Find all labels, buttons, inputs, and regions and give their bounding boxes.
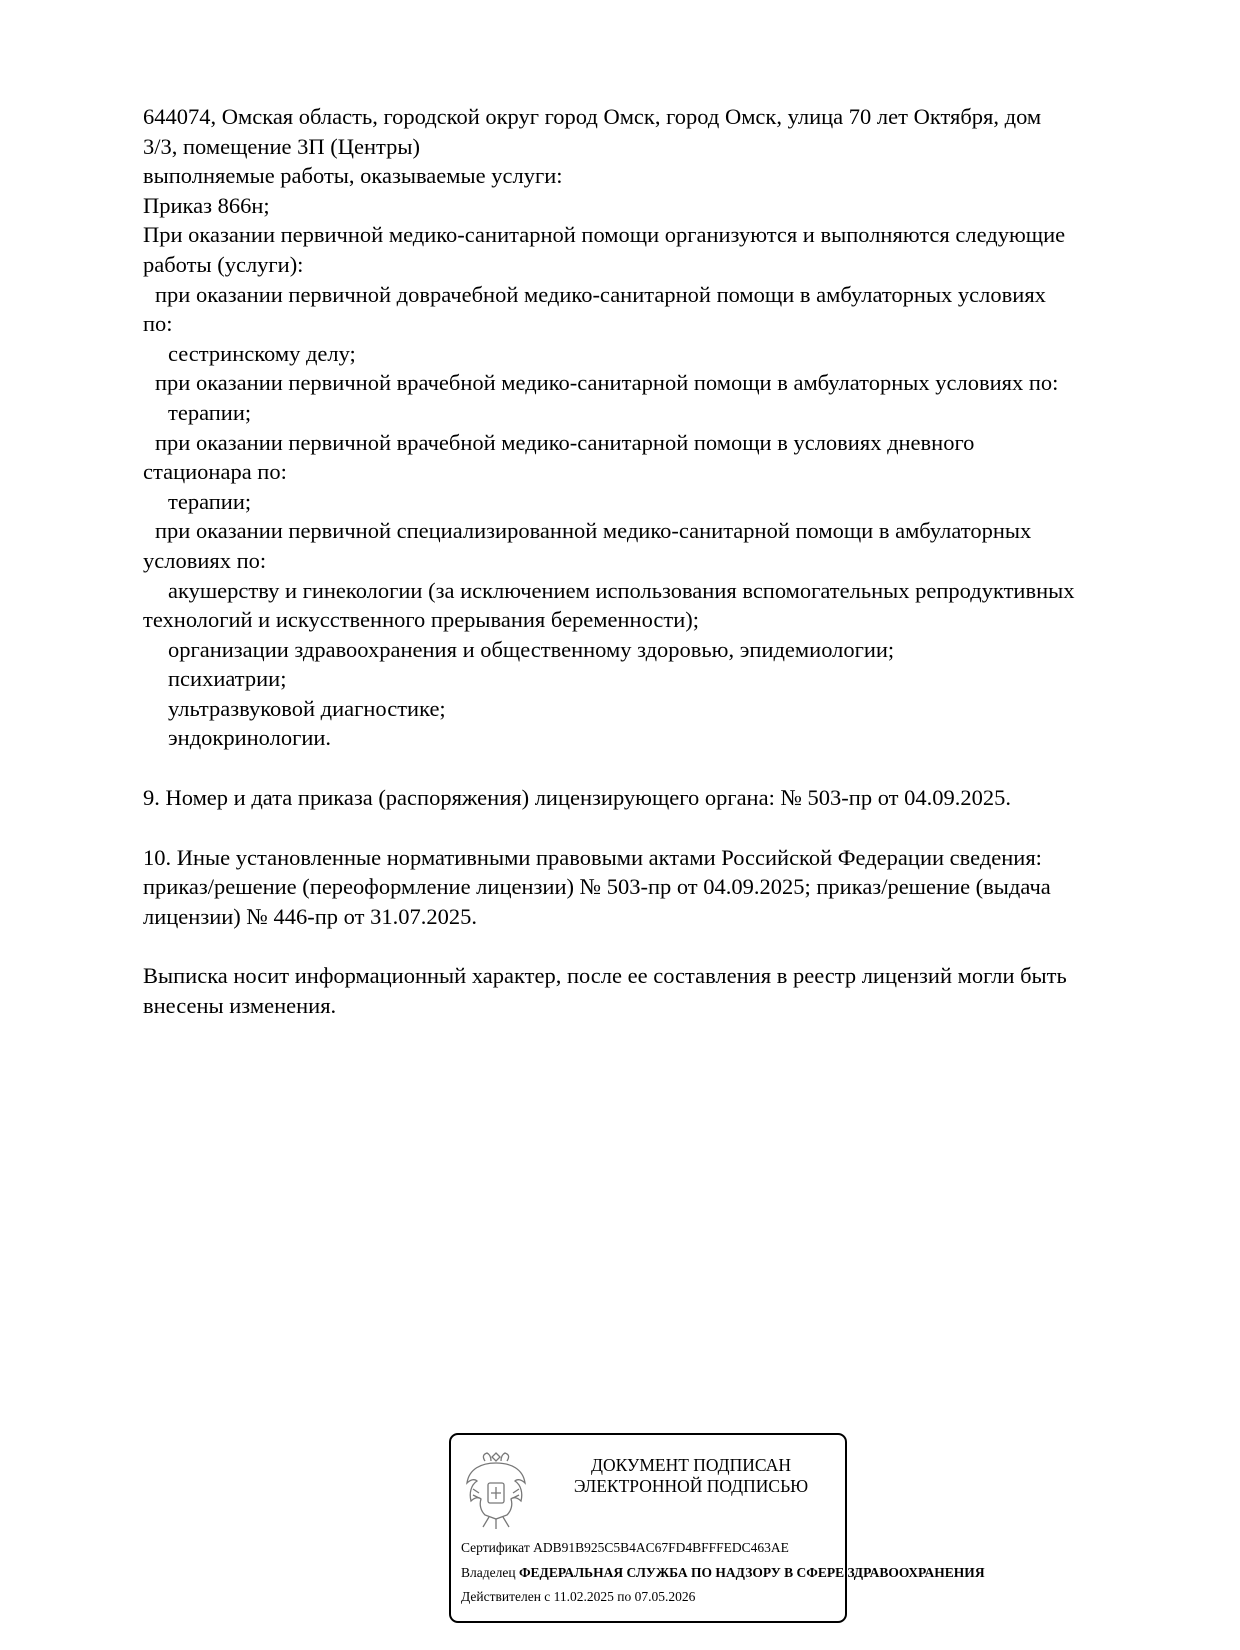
spacer <box>143 753 1143 783</box>
list-item: терапии; <box>168 399 252 425</box>
intro-text: При оказании первичной медико-санитарной помощи организуются и выполняются следующие <box>143 222 1066 248</box>
section-heading: при оказании первичной специализированной медико-санитарной помощи в амбулаторных <box>155 518 1032 544</box>
section-heading: по: <box>143 311 173 337</box>
section-heading: при оказании первичной врачебной медико-санитарной помощи в условиях дневного <box>155 429 975 455</box>
order-number-item: 9. Номер и дата приказа (распоряжения) лицензирующего органа: № 503-пр от 04.09.2025. <box>143 785 1011 811</box>
other-info-item: 10. Иные установленные нормативными правовыми актами Российской Федерации сведения: <box>143 844 1042 870</box>
disclaimer-note: внесены изменения. <box>143 993 337 1019</box>
works-label: выполняемые работы, оказываемые услуги: <box>143 163 563 189</box>
list-item: ультразвуковой диагностике; <box>168 695 446 721</box>
spacer <box>143 813 1143 843</box>
section-heading: при оказании первичной врачебной медико-санитарной помощи в амбулаторных условиях по: <box>155 370 1059 396</box>
validity-line: Действителен с 11.02.2025 по 07.05.2026 <box>461 1589 696 1604</box>
owner-label: Владелец <box>461 1565 516 1580</box>
stamp-title-line: ДОКУМЕНТ ПОДПИСАН <box>591 1455 791 1475</box>
electronic-signature-stamp <box>449 1433 985 1623</box>
certificate-label: Сертификат <box>461 1540 530 1555</box>
disclaimer-note: Выписка носит информационный характер, после ее составления в реестр лицензий могли быть <box>143 963 1067 989</box>
stamp-title-line: ЭЛЕКТРОННОЙ ПОДПИСЬЮ <box>573 1476 809 1496</box>
section-heading: стационара по: <box>143 459 287 485</box>
owner-line <box>461 1565 985 1581</box>
order-reference: Приказ 866н; <box>143 192 270 218</box>
document-body <box>143 102 1143 1021</box>
section-heading: при оказании первичной доврачебной медико-санитарной помощи в амбулаторных условиях <box>155 281 1046 307</box>
list-item: психиатрии; <box>168 666 287 692</box>
certificate-line <box>461 1540 789 1556</box>
address-line: 3/3, помещение 3П (Центры) <box>143 133 420 159</box>
other-info-item: лицензии) № 446-пр от 31.07.2025. <box>143 903 477 929</box>
section-heading: условиях по: <box>143 547 267 573</box>
list-item: терапии; <box>168 488 252 514</box>
list-item: организации здравоохранения и общественному здоровью, эпидемиологии; <box>168 636 895 662</box>
list-item: эндокринологии. <box>168 725 332 751</box>
russian-coat-of-arms-icon <box>463 1449 529 1533</box>
list-item: технологий и искусственного прерывания беременности); <box>143 607 700 633</box>
list-item: сестринскому делу; <box>168 340 356 366</box>
address-line: 644074, Омская область, городской округ город Омск, город Омск, улица 70 лет Октября, дом <box>143 104 1042 129</box>
spacer <box>143 931 1143 961</box>
owner-value: ФЕДЕРАЛЬНАЯ СЛУЖБА ПО НАДЗОРУ В СФЕРЕ ЗДРАВООХРАНЕНИЯ <box>518 1565 985 1580</box>
list-item: акушерству и гинекологии (за исключением использования вспомогательных репродуктивных <box>168 577 1075 603</box>
intro-text: работы (услуги): <box>143 251 304 277</box>
stamp-title <box>546 1455 836 1497</box>
other-info-item: приказ/решение (переоформление лицензии) № 503-пр от 04.09.2025; приказ/решение (выдача <box>143 874 1051 900</box>
certificate-value: ADB91B925C5B4AC67FD4BFFFEDC463AE <box>533 1540 789 1555</box>
